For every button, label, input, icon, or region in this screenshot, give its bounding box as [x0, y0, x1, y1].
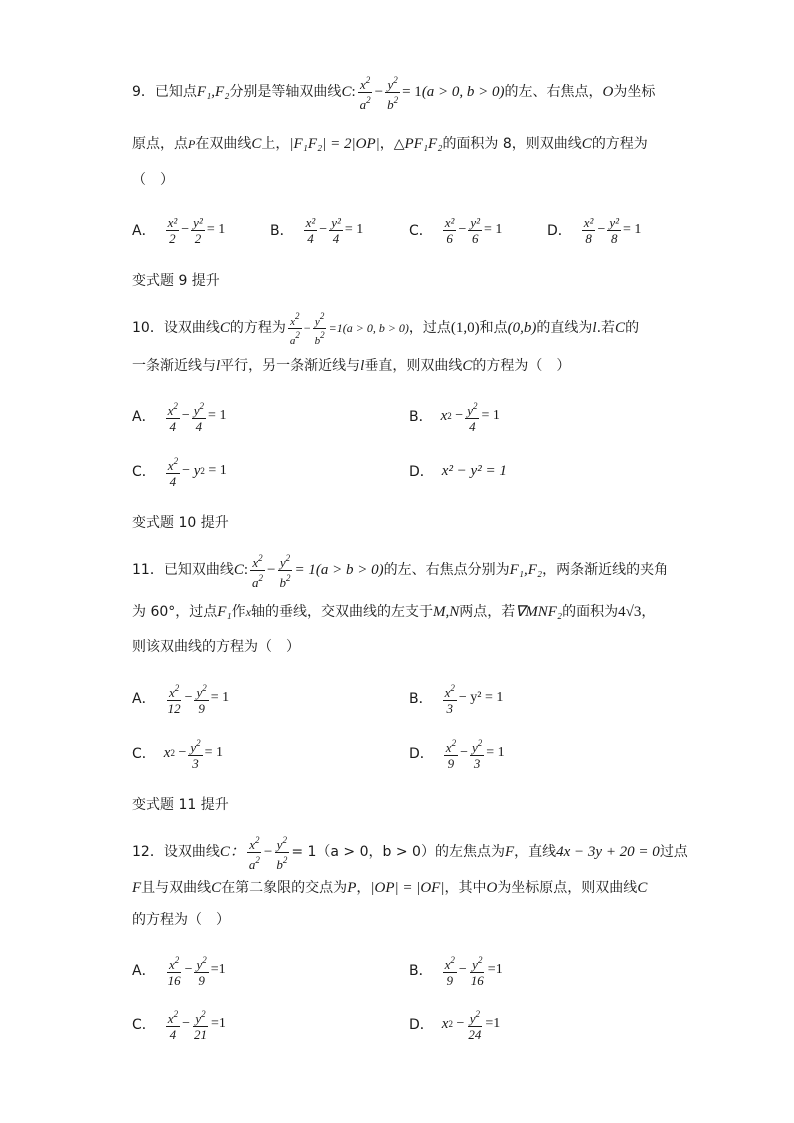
q12-option-c[interactable]: C． $\frac{x^2}{4}$ − $\frac{y^2}{21}$ =1 — [132, 1008, 226, 1042]
fraction: $\frac{y^2}{b^2}$ — [387, 74, 399, 112]
q12-line-1: 12．设双曲线 C： $\frac{x^2}{a^2}$ − $\frac{y^2}{b^2}$ = 1（a > 0，b > 0）的左焦点为 F ，直线 4x − 3y + 20 = 0 过点 — [132, 834, 688, 872]
q12-option-d[interactable]: D． x 2 − $\frac{y^2}{24}$ =1 — [409, 1008, 501, 1042]
fraction: $\frac{x^2}{a^2}$ — [359, 74, 371, 112]
q9-option-a[interactable]: A． $\frac{\text{x²}}{2}$ − $\frac{\text{y²}}{2}$ = 1 — [132, 214, 226, 246]
q12-option-b[interactable]: B． $\frac{x^2}{9}$ − $\frac{y^2}{16}$ =1 — [409, 954, 503, 988]
q10-option-d[interactable]: D． x² − y² = 1 — [409, 462, 507, 480]
q10-option-c[interactable]: C． $\frac{x^2}{4}$ − y 2 = 1 — [132, 455, 227, 489]
q9-line-1: 9．已知点 F₁,F₂ 分别是等轴双曲线 C : $\frac{x^2}{a^2}$ − $\frac{y^2}{b^2}$ = 1 (a > 0, b > 0) 的左、右焦点， O 为坐标 — [132, 74, 656, 112]
q11-option-a[interactable]: A． $\frac{x^2}{12}$ − $\frac{y^2}{9}$ = 1 — [132, 682, 230, 716]
variant-label-10: 变式题 10 提升 — [132, 515, 229, 531]
q11-option-b[interactable]: B． $\frac{x^2}{3}$ − y² = 1 — [409, 682, 504, 716]
q12-line-3: 的方程为（ ） — [132, 912, 230, 928]
q9-option-b[interactable]: B． $\frac{\text{x²}}{4}$ − $\frac{\text{y²}}{4}$ = 1 — [270, 214, 364, 246]
q10-option-b[interactable]: B． x 2 − $\frac{y^2}{4}$ = 1 — [409, 400, 500, 434]
q10-line-1: 10．设双曲线 C 的方程为 $\frac{x^2}{a^2}$ − $\frac{y^2}{b^2}$ =1(a > 0, b > 0) ，过点 (1,0) 和点 (0,b) 的直线为 l .若 C 的 — [132, 310, 640, 347]
q11-line-2: 为 60°，过点 F₁ 作 x 轴的垂线，交双曲线的左支于 M,N 两点，若 ∇MNF₂ 的面积为 4√3 ， — [132, 604, 656, 620]
q10-line-2: 一条渐近线与 l 平行，另一条渐近线与 l 垂直，则双曲线 C 的方程为（ ） — [132, 358, 571, 374]
q9-line-2: 原点，点 P 在双曲线 C 上， |F₁F₂| = 2|OP| ，△ PF₁F₂ 的面积为 8，则双曲线 C 的方程为 — [132, 136, 648, 152]
q9-paren: （ ） — [132, 172, 174, 188]
q9-option-d[interactable]: D． $\frac{\text{x²}}{8}$ − $\frac{\text{y²}}{8}$ = 1 — [547, 214, 642, 246]
q10-option-a[interactable]: A． $\frac{x^2}{4}$ − $\frac{y^2}{4}$ = 1 — [132, 400, 227, 434]
q11-option-c[interactable]: C． x 2 − $\frac{y^2}{3}$ = 1 — [132, 737, 224, 771]
q12-line-2: F 且与双曲线 C 在第二象限的交点为 P ， |OP| = |OF| ，其中 O 为坐标原点，则双曲线 C — [132, 880, 648, 896]
q11-line-3: 则该双曲线的方程为（ ） — [132, 639, 300, 655]
q12-option-a[interactable]: A． $\frac{x^2}{16}$ − $\frac{y^2}{9}$ =1 — [132, 954, 226, 988]
variant-label-9: 变式题 9 提升 — [132, 273, 220, 289]
q11-option-d[interactable]: D． $\frac{x^2}{9}$ − $\frac{y^2}{3}$ = 1 — [409, 737, 505, 771]
q11-line-1: 11．已知双曲线 C : $\frac{x^2}{a^2}$ − $\frac{y^2}{b^2}$ = 1(a > b > 0) 的左、右焦点分别为 F₁,F₂ ，两条渐近线的夹角 — [132, 552, 669, 590]
q9-option-c[interactable]: C． $\frac{\text{x²}}{6}$ − $\frac{\text{y²}}{6}$ = 1 — [409, 214, 503, 246]
variant-label-11: 变式题 11 提升 — [132, 797, 229, 813]
